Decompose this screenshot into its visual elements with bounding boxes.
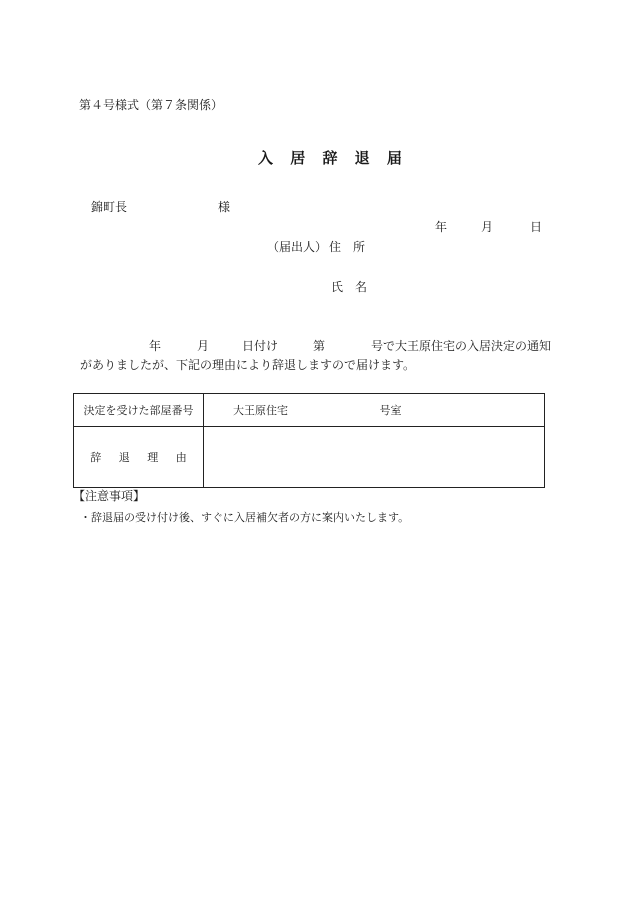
reason-label-cell xyxy=(74,427,204,488)
reason-row xyxy=(74,427,545,488)
reason-value[interactable] xyxy=(204,427,545,488)
applicant-label: （届出人） xyxy=(267,240,328,254)
body-number-prefix: 第 xyxy=(313,339,326,353)
body-year: 年 xyxy=(149,339,162,353)
notes-item: ・辞退届の受け付け後、すぐに入居補欠者の方に案内いたします。 xyxy=(80,511,410,524)
room-value-cell xyxy=(204,394,545,427)
addressee-honorific: 様 xyxy=(218,200,231,214)
room-label: 決定を受けた部屋番号 xyxy=(74,394,204,427)
document-title: 入 居 辞 退 届 xyxy=(258,149,408,167)
date-month-label: 月 xyxy=(481,220,494,234)
address-label: 住 所 xyxy=(329,240,366,254)
body-line2: がありましたが、下記の理由により辞退しますので届けます。 xyxy=(80,358,416,372)
form-number: 第４号様式（第７条関係） xyxy=(79,98,224,112)
date-year-label: 年 xyxy=(435,220,448,234)
body-month: 月 xyxy=(197,339,210,353)
body-line1-tail: 号で大王原住宅の入居決定の通知 xyxy=(371,339,552,353)
date-day-label: 日 xyxy=(530,220,543,234)
body-dated: 日付け xyxy=(242,339,279,353)
addressee-name: 錦町長 xyxy=(91,200,128,214)
info-table xyxy=(73,393,545,488)
room-housing: 大王原住宅 xyxy=(233,404,288,417)
notes-header: 【注意事項】 xyxy=(73,489,146,503)
reason-label: 辞 退 理 由 xyxy=(90,451,194,464)
room-row xyxy=(74,394,545,427)
room-suffix: 号室 xyxy=(379,404,402,417)
name-label: 氏 名 xyxy=(331,280,368,294)
